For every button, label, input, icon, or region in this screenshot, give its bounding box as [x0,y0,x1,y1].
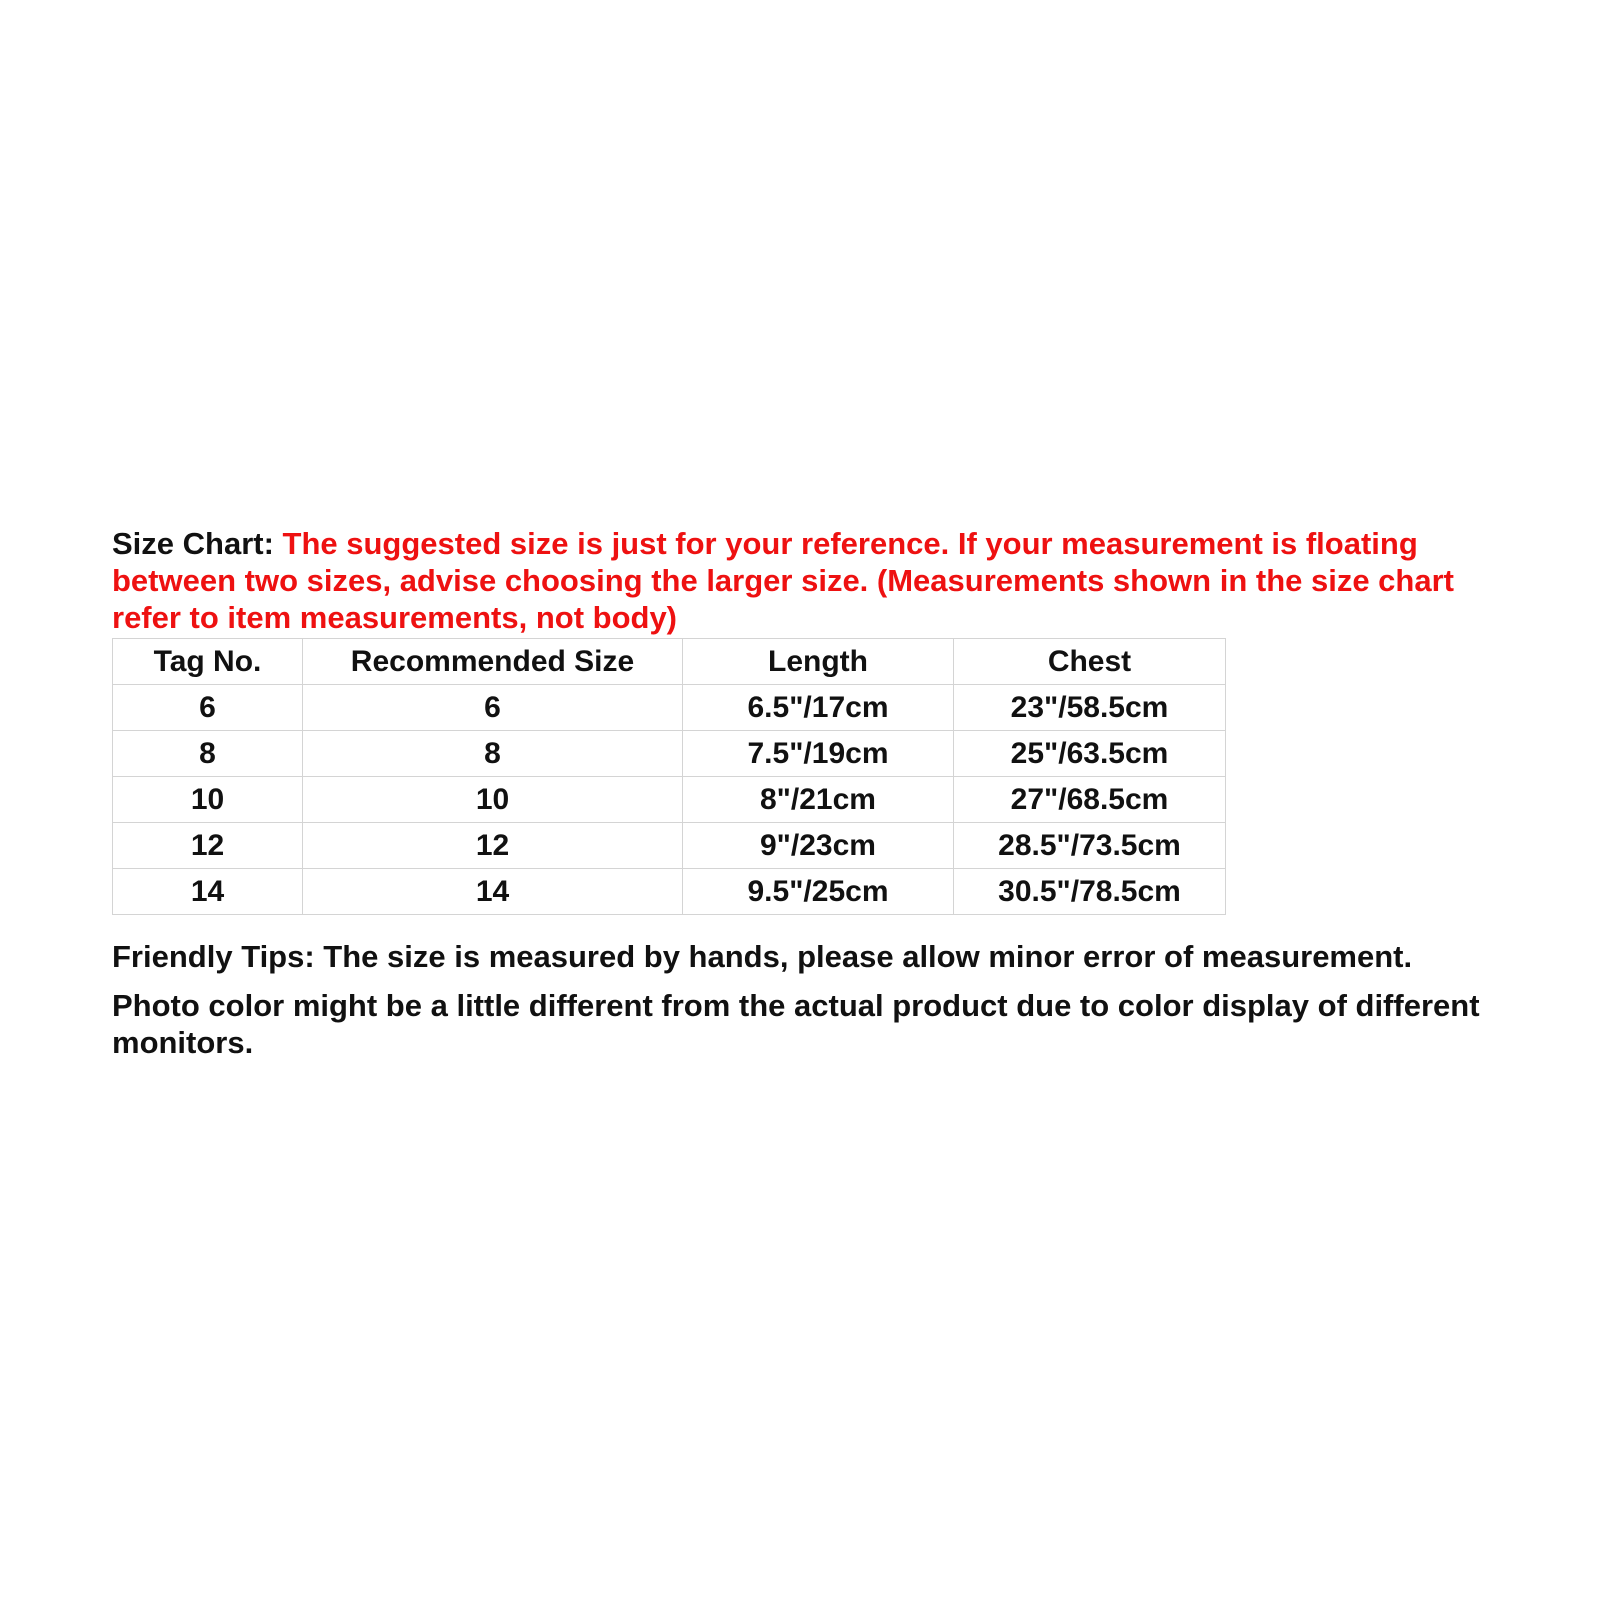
size-chart-intro [112,525,1512,636]
friendly-tips [112,938,1512,1061]
header-recommended-size: Recommended Size [303,639,683,685]
cell-length: 9.5"/25cm [683,869,954,915]
cell-tag-no: 12 [113,823,303,869]
tips-line-measurement: Friendly Tips: The size is measured by hands, please allow minor error of measurement. [112,939,1413,974]
cell-length: 9"/23cm [683,823,954,869]
header-tag-no: Tag No. [113,639,303,685]
tips-line-photo-color: Photo color might be a little different from the actual product due to color display of different monitors. [112,988,1480,1060]
table-row [113,731,1226,777]
table-row [113,777,1226,823]
cell-chest: 23"/58.5cm [954,685,1226,731]
size-chart-label: Size Chart: [112,526,283,561]
size-table [112,638,1226,915]
cell-recommended-size: 10 [303,777,683,823]
cell-recommended-size: 8 [303,731,683,777]
cell-recommended-size: 14 [303,869,683,915]
cell-tag-no: 14 [113,869,303,915]
cell-recommended-size: 6 [303,685,683,731]
cell-tag-no: 6 [113,685,303,731]
header-chest: Chest [954,639,1226,685]
cell-chest: 27"/68.5cm [954,777,1226,823]
table-header-row [113,639,1226,685]
cell-chest: 30.5"/78.5cm [954,869,1226,915]
cell-length: 7.5"/19cm [683,731,954,777]
table-row [113,685,1226,731]
header-length: Length [683,639,954,685]
cell-length: 6.5"/17cm [683,685,954,731]
cell-recommended-size: 12 [303,823,683,869]
table-row [113,823,1226,869]
cell-tag-no: 8 [113,731,303,777]
cell-chest: 28.5"/73.5cm [954,823,1226,869]
cell-tag-no: 10 [113,777,303,823]
cell-length: 8"/21cm [683,777,954,823]
cell-chest: 25"/63.5cm [954,731,1226,777]
size-chart-note: The suggested size is just for your reference. If your measurement is floating between two sizes, advise choosing the larger size. (Measurements shown in the size chart refer to item measurements, not body) [112,526,1454,635]
table-row [113,869,1226,915]
